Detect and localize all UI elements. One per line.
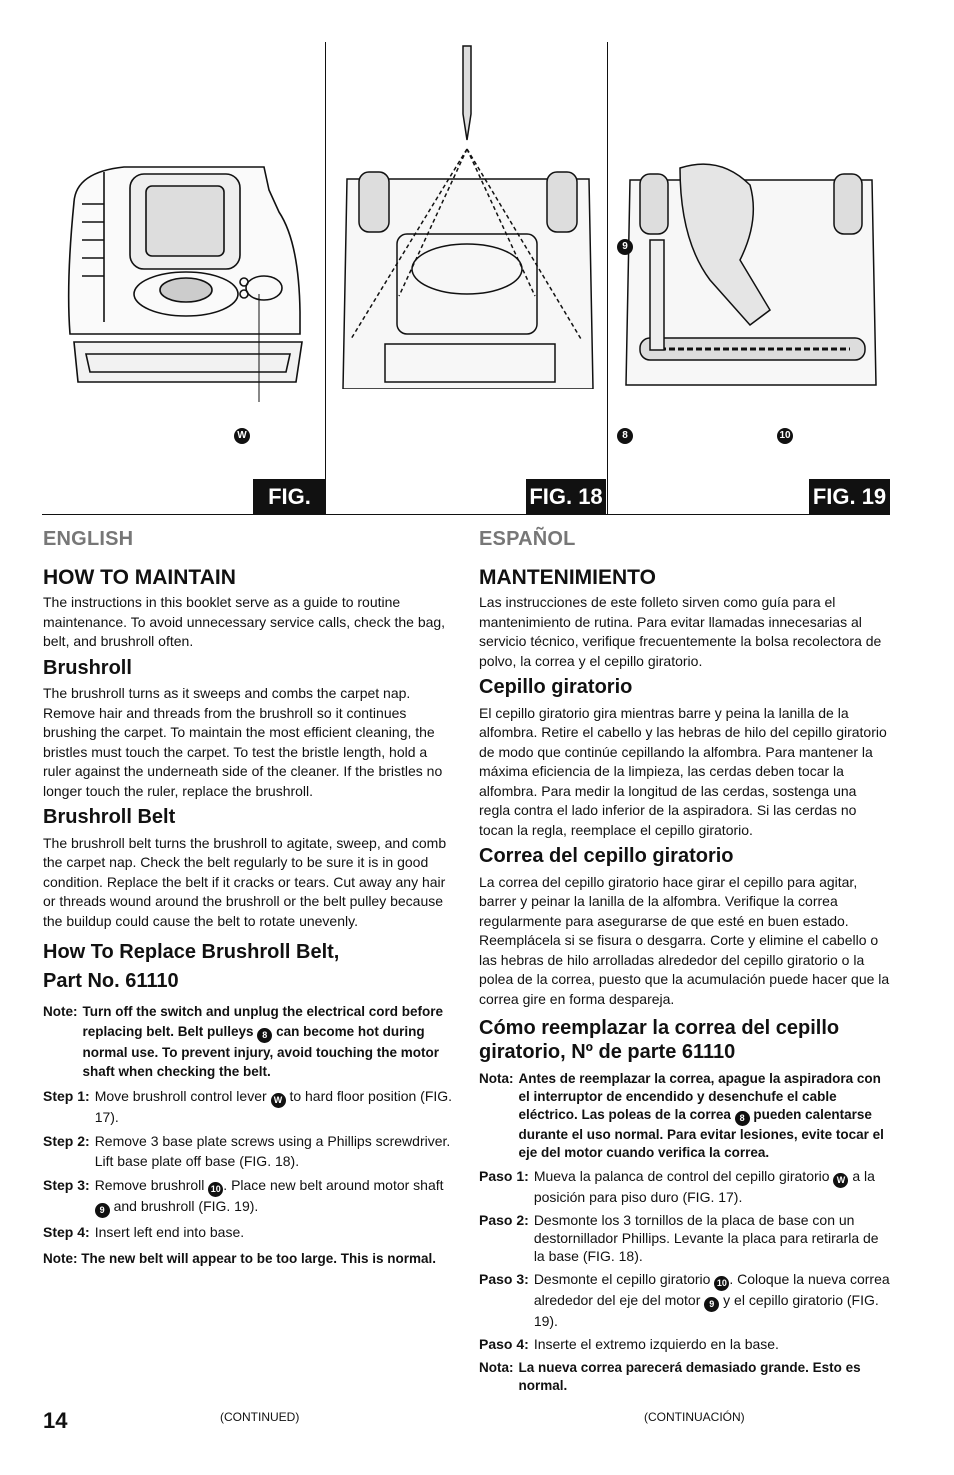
callout-9-icon: 9 [95, 1203, 110, 1218]
safety-note [43, 1002, 455, 1082]
step-label: Paso 3: [479, 1271, 529, 1287]
step-label: Paso 4: [479, 1336, 529, 1352]
spanish-column [479, 530, 891, 1395]
step-3 [43, 1176, 455, 1218]
replace-heading-line2: giratorio, Nº de parte 61110 [479, 1041, 736, 1063]
callout-9: 9 [617, 239, 633, 255]
intro-paragraph: Las instrucciones de este folleto sirven como guía para el mantenimiento de rutina. Para evitar llamadas innecesarias al servicio técnico, verifique frecuentemente la bolsa recolectora de polvo, la correa y el cepillo giratorio. [479, 594, 882, 669]
step-label: Paso 2: [479, 1212, 529, 1228]
brushroll-paragraph: El cepillo giratorio gira mientras barre y peina la lanilla de la alfombra. Retire el cabello y las hebras de hilo del cepillo giratorio de modo que continúe cepillando la alfombra. Para mantener la máxima eficiencia de la limpieza, las cerdas deben tocar la alfombra. Para medir la longitud de las cerdas, sostenga una regla contra el lado inferior de la aspiradora. Si las cerdas no tocan la regla, reemplace el cepillo giratorio. [479, 704, 887, 838]
continued-label-en: (CONTINUED) [220, 1410, 300, 1424]
step-text: Remove brushroll 10 . Place new belt around motor shaft 9 and brushroll (FIG. 19). [95, 1176, 455, 1218]
callout-8: 8 [617, 428, 633, 444]
replace-heading-line1: Cómo reemplazar la correa del cepillo [479, 1017, 840, 1039]
step-text: Desmonte los 3 tornillos de la placa de base con un destornillador Phillips. Levante la placa para retirarla de la base (FIG. 18). [533, 1212, 879, 1264]
step-text: Insert left end into base. [94, 1224, 245, 1240]
intro-paragraph: The instructions in this booklet serve as a guide to routine maintenance. To avoid unnecessary service calls, check the bag, belt, and brushroll often. [43, 594, 446, 649]
step-text: Desmonte el cepillo giratorio 10 . Coloque la nueva correa alrededor del eje del motor 9 y el cepillo giratorio (FIG. 19). [533, 1271, 890, 1329]
callout-9-icon: 9 [704, 1297, 719, 1312]
fig-19-label: FIG. 19 [809, 479, 890, 515]
note-label: Nota: [479, 1360, 514, 1375]
fig19-brushroll-illustration [620, 160, 882, 395]
section-title: HOW TO MAINTAIN [43, 565, 236, 589]
replace-heading-line1: How To Replace Brushroll Belt, [43, 941, 340, 963]
step-label: Step 2: [43, 1133, 90, 1149]
callout-8-icon: 8 [735, 1111, 750, 1126]
language-heading: ESPAÑOL [479, 528, 576, 550]
note-label: Note: [43, 1004, 78, 1019]
final-note [479, 1359, 891, 1395]
step-label: Step 3: [43, 1177, 90, 1193]
step-3 [479, 1270, 891, 1330]
fig17-vacuum-illustration [64, 162, 322, 402]
safety-note [479, 1070, 891, 1162]
brushroll-heading: Cepillo giratorio [479, 676, 633, 698]
brushroll-heading: Brushroll [43, 656, 132, 679]
callout-10-icon: 10 [714, 1276, 729, 1291]
note-text: La nueva correa parecerá demasiado grande. Esto es normal. [518, 1360, 861, 1393]
callout-w-icon: W [833, 1173, 848, 1188]
note-text: Antes de reemplazar la correa, apague la aspiradora con el interruptor de encendido y desenchufe el cable eléctrico. Las poleas de la correa 8 pueden calentarse durante el uso normal. Para evitar lesiones, evite tocar el eje del motor cuando verifica la correa. [518, 1071, 884, 1160]
note-text: Turn off the switch and unplug the electrical cord before replacing belt. Belt pulleys 8 can become hot during normal use. To prevent injury, avoid touching the motor shaft when checking the belt. [82, 1004, 444, 1079]
belt-heading: Brushroll Belt [43, 806, 176, 828]
page-number: 14 [43, 1408, 68, 1433]
step-label: Step 4: [43, 1224, 90, 1240]
fig-17-label: FIG. 17 [253, 479, 326, 515]
step-label: Paso 1: [479, 1168, 529, 1184]
callout-w: W [234, 428, 250, 444]
callout-10: 10 [777, 428, 793, 444]
continued-label-es: (CONTINUACIÓN) [644, 1410, 745, 1424]
step-text: Mueva la palanca de control del cepillo giratorio W a la posición para piso duro (FIG. 17). [533, 1168, 875, 1205]
step-1 [479, 1167, 891, 1206]
replace-heading [43, 938, 455, 996]
callout-10-icon: 10 [208, 1182, 223, 1197]
belt-heading: Correa del cepillo giratorio [479, 845, 734, 867]
replace-heading-line2: Part No. 61110 [43, 970, 179, 992]
note-label: Nota: [479, 1071, 514, 1086]
step-label: Step 1: [43, 1087, 90, 1104]
language-heading: ENGLISH [43, 528, 134, 550]
belt-paragraph: The brushroll belt turns the brushroll to agitate, sweep, and comb the carpet nap. Check the belt regularly to be sure it is in good condition. Replace the belt if it cracks or tears. Cut away any hair or threads wound around the brushroll or the belt pulley because the buildup could cause the belt to rotate unevenly. [43, 834, 447, 929]
step-1 [43, 1087, 455, 1128]
callout-w-icon: W [271, 1093, 286, 1108]
step-4 [43, 1223, 455, 1243]
section-title: MANTENIMIENTO [479, 565, 656, 589]
step-2 [479, 1211, 891, 1265]
figure-baseline [42, 514, 890, 515]
final-note: Note: The new belt will appear to be too large. This is normal. [43, 1250, 437, 1266]
replace-heading [479, 1016, 891, 1064]
fig-18-label: FIG. 18 [526, 479, 606, 515]
step-text: Move brushroll control lever W to hard floor position (FIG. 17). [94, 1087, 453, 1125]
figure-divider [607, 42, 608, 515]
belt-paragraph: La correa del cepillo giratorio hace girar el cepillo para agitar, barrer y peinar la lanilla de la alfombra. Verifique la correa regularmente para asegurarse de que esté en buen estado. Reemplácela si se fisura o desgarra. Corte y elimine el cabello o las hebras de hilo arrolladas alrededor del cepillo giratorio o la polea de la correa, puesto que la acumulación puede hacer que la correa gire en forma despareja. [479, 873, 890, 1007]
step-text: Inserte el extremo izquierdo en la base. [533, 1336, 779, 1352]
step-4 [479, 1335, 891, 1353]
callout-8-icon: 8 [257, 1028, 272, 1043]
fig18-underside-illustration [337, 44, 599, 389]
step-2 [43, 1132, 455, 1171]
step-text: Remove 3 base plate screws using a Phillips screwdriver. Lift base plate off base (FIG. 18). [94, 1133, 451, 1169]
brushroll-paragraph: The brushroll turns as it sweeps and combs the carpet nap. Remove hair and threads from the brushroll so it continues brushing the carpet. To maintain the most efficient cleaning, the bristles must touch the carpet. To test the bristle length, hold a ruler against the underneath side of the cleaner. If the bristles no longer touch the ruler, replace the brushroll. [43, 685, 443, 799]
figure-divider [325, 42, 326, 515]
english-column [43, 530, 455, 1268]
